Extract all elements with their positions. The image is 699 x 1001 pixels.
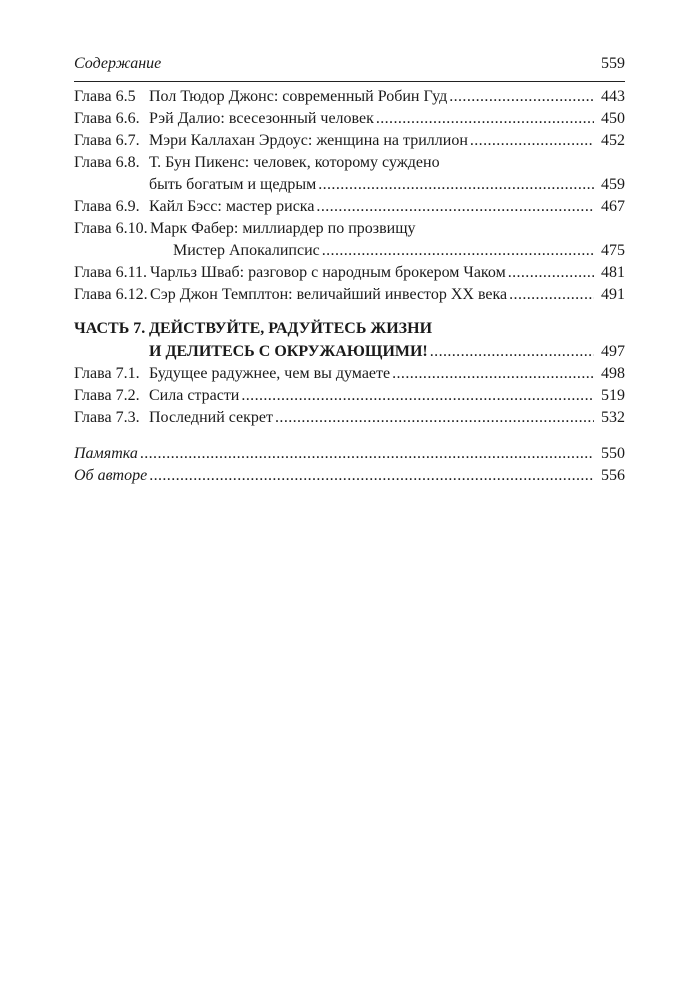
toc-entry-first-line[interactable]	[74, 152, 625, 174]
chapter-title: Чарльз Шваб: разговор с народным брокером Чаком	[150, 264, 506, 281]
part-title: ДЕЙСТВУЙТЕ, РАДУЙТЕСЬ ЖИЗНИ	[149, 320, 433, 337]
chapter-title: Мэри Каллахан Эрдоус: женщина на триллион	[149, 132, 468, 149]
page-number: 519	[601, 387, 625, 404]
chapter-title: Т. Бун Пикенс: человек, которому суждено	[149, 154, 440, 171]
header-title: Содержание	[74, 55, 162, 72]
chapter-label: Глава 6.10.	[74, 220, 148, 237]
chapter-label: Глава 6.12.	[74, 286, 148, 303]
toc-entry[interactable]	[74, 108, 625, 130]
chapter-title-continued: быть богатым и щедрым	[149, 176, 317, 193]
appendix-title: Об авторе	[74, 467, 148, 484]
page-number: 475	[601, 242, 625, 259]
chapter-label: Глава 7.3.	[74, 409, 140, 426]
chapter-label: Глава 6.8.	[74, 154, 140, 171]
toc-entry[interactable]	[74, 86, 625, 108]
chapter-title: Последний секрет	[149, 409, 274, 426]
toc-entry[interactable]	[74, 284, 625, 306]
chapter-label: Глава 6.6.	[74, 110, 140, 127]
toc-entry[interactable]	[74, 385, 625, 407]
toc-page	[74, 0, 625, 1001]
chapter-title: Кайл Бэсс: мастер риска	[149, 198, 315, 215]
toc-entry[interactable]	[74, 407, 625, 429]
running-header	[74, 55, 625, 77]
page-number: 443	[601, 88, 625, 105]
chapter-label: Глава 7.2.	[74, 387, 140, 404]
toc-entry-about-author[interactable]	[74, 465, 625, 487]
toc-entry[interactable]	[74, 196, 625, 218]
page-number: 459	[601, 176, 625, 193]
chapter-title: Марк Фабер: миллиардер по прозвищу	[150, 220, 416, 237]
page-number: 556	[601, 467, 625, 484]
header-rule	[74, 81, 625, 82]
page-number: 497	[601, 343, 625, 360]
page-number: 550	[601, 445, 625, 462]
part-heading-first-line[interactable]	[74, 318, 625, 340]
chapter-label: Глава 7.1.	[74, 365, 140, 382]
header-page-number: 559	[601, 55, 625, 72]
toc-entry-appendix[interactable]	[74, 443, 625, 465]
chapter-title: Пол Тюдор Джонс: современный Робин Гуд	[149, 88, 448, 105]
toc-entry[interactable]	[74, 363, 625, 385]
chapter-label: Глава 6.11.	[74, 264, 147, 281]
page-number: 467	[601, 198, 625, 215]
chapter-title: Рэй Далио: всесезонный человек	[149, 110, 374, 127]
toc-entry[interactable]	[74, 174, 625, 196]
chapter-title: Сила страсти	[149, 387, 240, 404]
appendix-title: Памятка	[74, 445, 138, 462]
chapter-title-continued: Мистер Апокалипсис	[173, 242, 320, 259]
toc-entry-first-line[interactable]	[74, 218, 625, 240]
chapter-title: Будущее радужнее, чем вы думаете	[149, 365, 391, 382]
page-number: 532	[601, 409, 625, 426]
page-number: 491	[601, 286, 625, 303]
part-title-continued: И ДЕЛИТЕСЬ С ОКРУЖАЮЩИМИ!	[149, 343, 428, 360]
page-number: 498	[601, 365, 625, 382]
toc-entry[interactable]	[74, 262, 625, 284]
page-number: 481	[601, 264, 625, 281]
part-label: ЧАСТЬ 7.	[74, 320, 146, 337]
chapter-label: Глава 6.5	[74, 88, 136, 105]
page-number: 452	[601, 132, 625, 149]
page-number: 450	[601, 110, 625, 127]
chapter-title: Сэр Джон Темплтон: величайший инвестор XX века	[150, 286, 508, 303]
chapter-label: Глава 6.9.	[74, 198, 140, 215]
toc-entry[interactable]	[74, 240, 625, 262]
toc-entry[interactable]	[74, 130, 625, 152]
part-heading[interactable]	[74, 341, 625, 363]
chapter-label: Глава 6.7.	[74, 132, 140, 149]
